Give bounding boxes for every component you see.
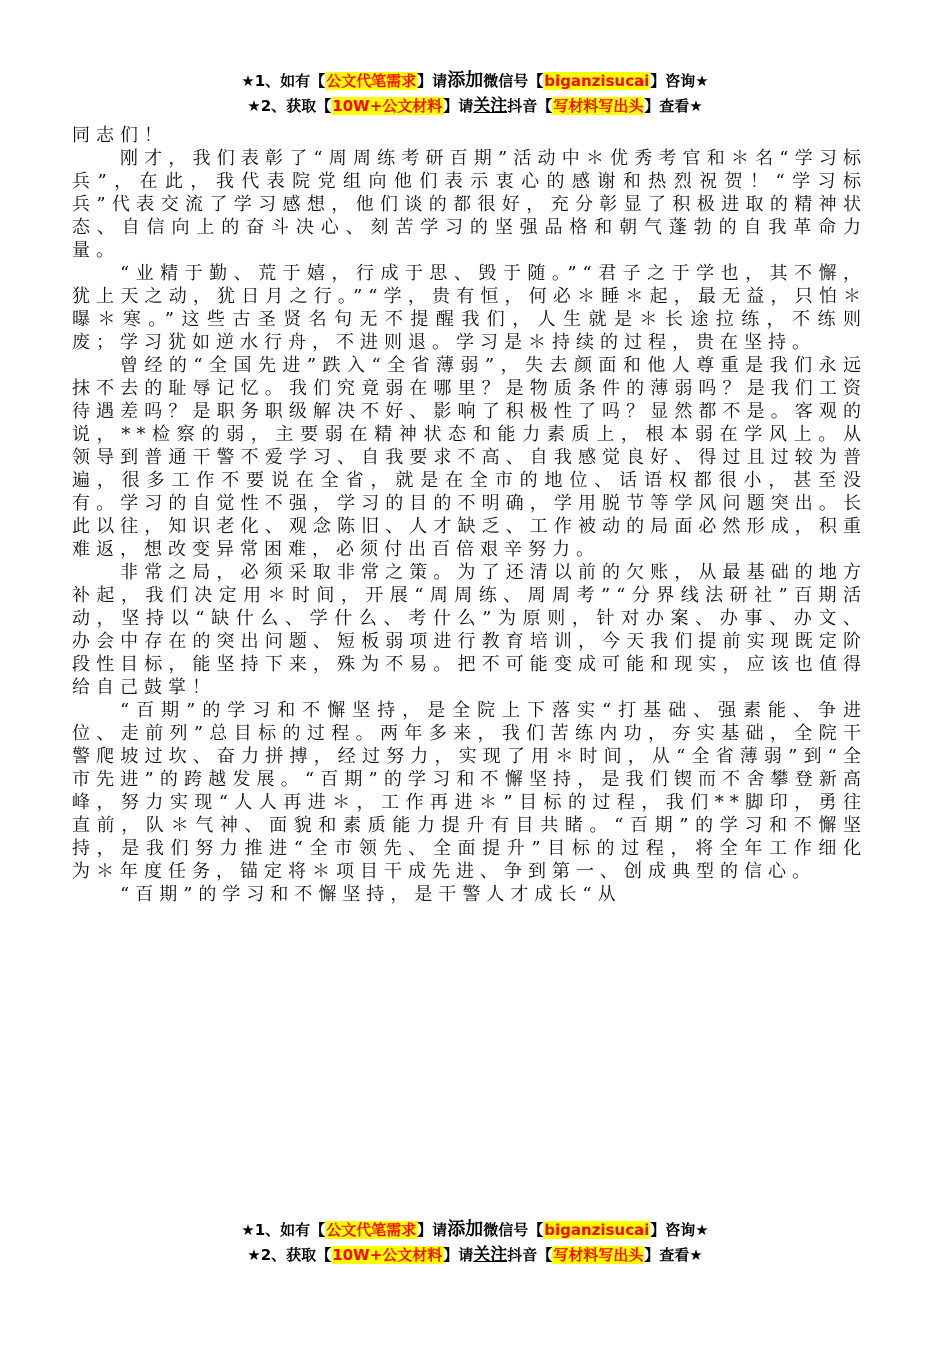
promo-banner-top-line-2 bbox=[0, 95, 950, 117]
banner-emphasis: 关注 bbox=[473, 96, 508, 116]
banner-prefix: ★1、如有【 bbox=[241, 72, 326, 90]
banner-highlight: 写材料写出头 bbox=[553, 97, 644, 115]
banner-highlight: 10W+公文材料 bbox=[332, 97, 443, 115]
banner-highlight: 公文代笔需求 bbox=[326, 1221, 417, 1239]
promo-banner-top-line-1 bbox=[0, 70, 950, 92]
banner-text: 微信号【 bbox=[483, 1221, 544, 1239]
banner-suffix: 】查看★ bbox=[644, 1246, 703, 1264]
banner-text: 抖音【 bbox=[507, 1246, 553, 1264]
paragraph: 曾经的“全国先进”跌入“全省薄弱”，失去颜面和他人尊重是我们永远抹不去的耻辱记忆。我们究竟弱在哪里？是物质条件的薄弱吗？是我们工资待遇差吗？是职务职级解决不好、影响了积极性了吗？显然都不是。客观的说，**检察的弱，主要弱在精神状态和能力素质上，根本弱在学风上。从领导到普通干警不爱学习、自我要求不高、自我感觉良好、得过且过较为普遍，很多工作不要说在全省，就是在全市的地位、话语权都很小，甚至没有。学习的自觉性不强，学习的目的不明确，学用脱节等学风问题突出。长此以往，知识老化、观念陈旧、人才缺乏、工作被动的局面必然形成，积重难返，想改变异常困难，必须付出百倍艰辛努力。 bbox=[72, 355, 867, 560]
banner-emphasis: 关注 bbox=[473, 1245, 508, 1265]
banner-text: 微信号【 bbox=[483, 72, 544, 90]
banner-suffix: 】查看★ bbox=[644, 97, 703, 115]
promo-banner-bottom-line-2 bbox=[0, 1244, 950, 1266]
paragraph: 非常之局，必须采取非常之策。为了还清以前的欠账，从最基础的地方补起，我们决定用＊时间，开展“周周练、周周考”“分界线法研社”百期活动，坚持以“缺什么、学什么、考什么”为原则，针对办案、办事、办文、办会中存在的突出问题、短板弱项进行教育培训，今天我们提前实现既定阶段性目标，能坚持下来，殊为不易。把不可能变成可能和现实，应该也值得给自己鼓掌！ bbox=[72, 562, 867, 698]
banner-text: 】请 bbox=[443, 97, 474, 115]
banner-prefix: ★1、如有【 bbox=[241, 1221, 326, 1239]
banner-highlight: biganzisucai bbox=[544, 72, 650, 90]
banner-highlight: 10W+公文材料 bbox=[332, 1246, 443, 1264]
banner-text: 抖音【 bbox=[507, 97, 553, 115]
document-body bbox=[72, 124, 867, 906]
paragraph: “业精于勤、荒于嬉，行成于思、毁于随。”“君子之于学也，其不懈，犹上天之动，犹日月之行。”“学，贵有恒，何必＊睡＊起，最无益，只怕＊曝＊寒。”这些古圣贤名句无不提醒我们，人生就是＊长途拉练，不练则废；学习犹如逆水行舟，不进则退。学习是＊持续的过程，贵在坚持。 bbox=[72, 263, 867, 353]
banner-emphasis: 添加 bbox=[447, 70, 484, 91]
banner-suffix: 】咨询★ bbox=[650, 1221, 709, 1239]
salutation: 同志们！ bbox=[72, 125, 168, 146]
banner-emphasis: 添加 bbox=[447, 1219, 484, 1240]
banner-text: 】请 bbox=[417, 1221, 448, 1239]
banner-prefix: ★2、获取【 bbox=[247, 97, 332, 115]
banner-highlight: biganzisucai bbox=[544, 1221, 650, 1239]
paragraph: 刚才，我们表彰了“周周练考研百期”活动中＊优秀考官和＊名“学习标兵”，在此，我代表院党组向他们表示衷心的感谢和热烈祝贺！“学习标兵”代表交流了学习感想，他们谈的都很好，充分彰显了积极进取的精神状态、自信向上的奋斗决心、刻苦学习的坚强品格和朝气蓬勃的自我革命力量。 bbox=[72, 148, 867, 261]
paragraph: “百期”的学习和不懈坚持，是全院上下落实“打基础、强素能、争进位、走前列”总目标的过程。两年多来，我们苦练内功，夯实基础，全院干警爬坡过坎、奋力拼搏，经过努力，实现了用＊时间，从“全省薄弱”到“全市先进”的跨越发展。“百期”的学习和不懈坚持，是我们锲而不舍攀登新高峰，努力实现“人人再进＊，工作再进＊”目标的过程，我们**脚印，勇往直前，队＊气神、面貌和素质能力提升有目共睹。“百期”的学习和不懈坚持，是我们努力推进“全市领先、全面提升”目标的过程，将全年工作细化为＊年度任务，锚定将＊项目干成先进、争到第一、创成典型的信心。 bbox=[72, 700, 867, 882]
banner-highlight: 写材料写出头 bbox=[553, 1246, 644, 1264]
banner-highlight: 公文代笔需求 bbox=[326, 72, 417, 90]
banner-suffix: 】咨询★ bbox=[650, 72, 709, 90]
banner-text: 】请 bbox=[443, 1246, 474, 1264]
banner-text: 】请 bbox=[417, 72, 448, 90]
promo-banner-bottom-line-1 bbox=[0, 1219, 950, 1241]
banner-prefix: ★2、获取【 bbox=[247, 1246, 332, 1264]
paragraph: “百期”的学习和不懈坚持，是干警人才成长“从 bbox=[120, 884, 622, 905]
